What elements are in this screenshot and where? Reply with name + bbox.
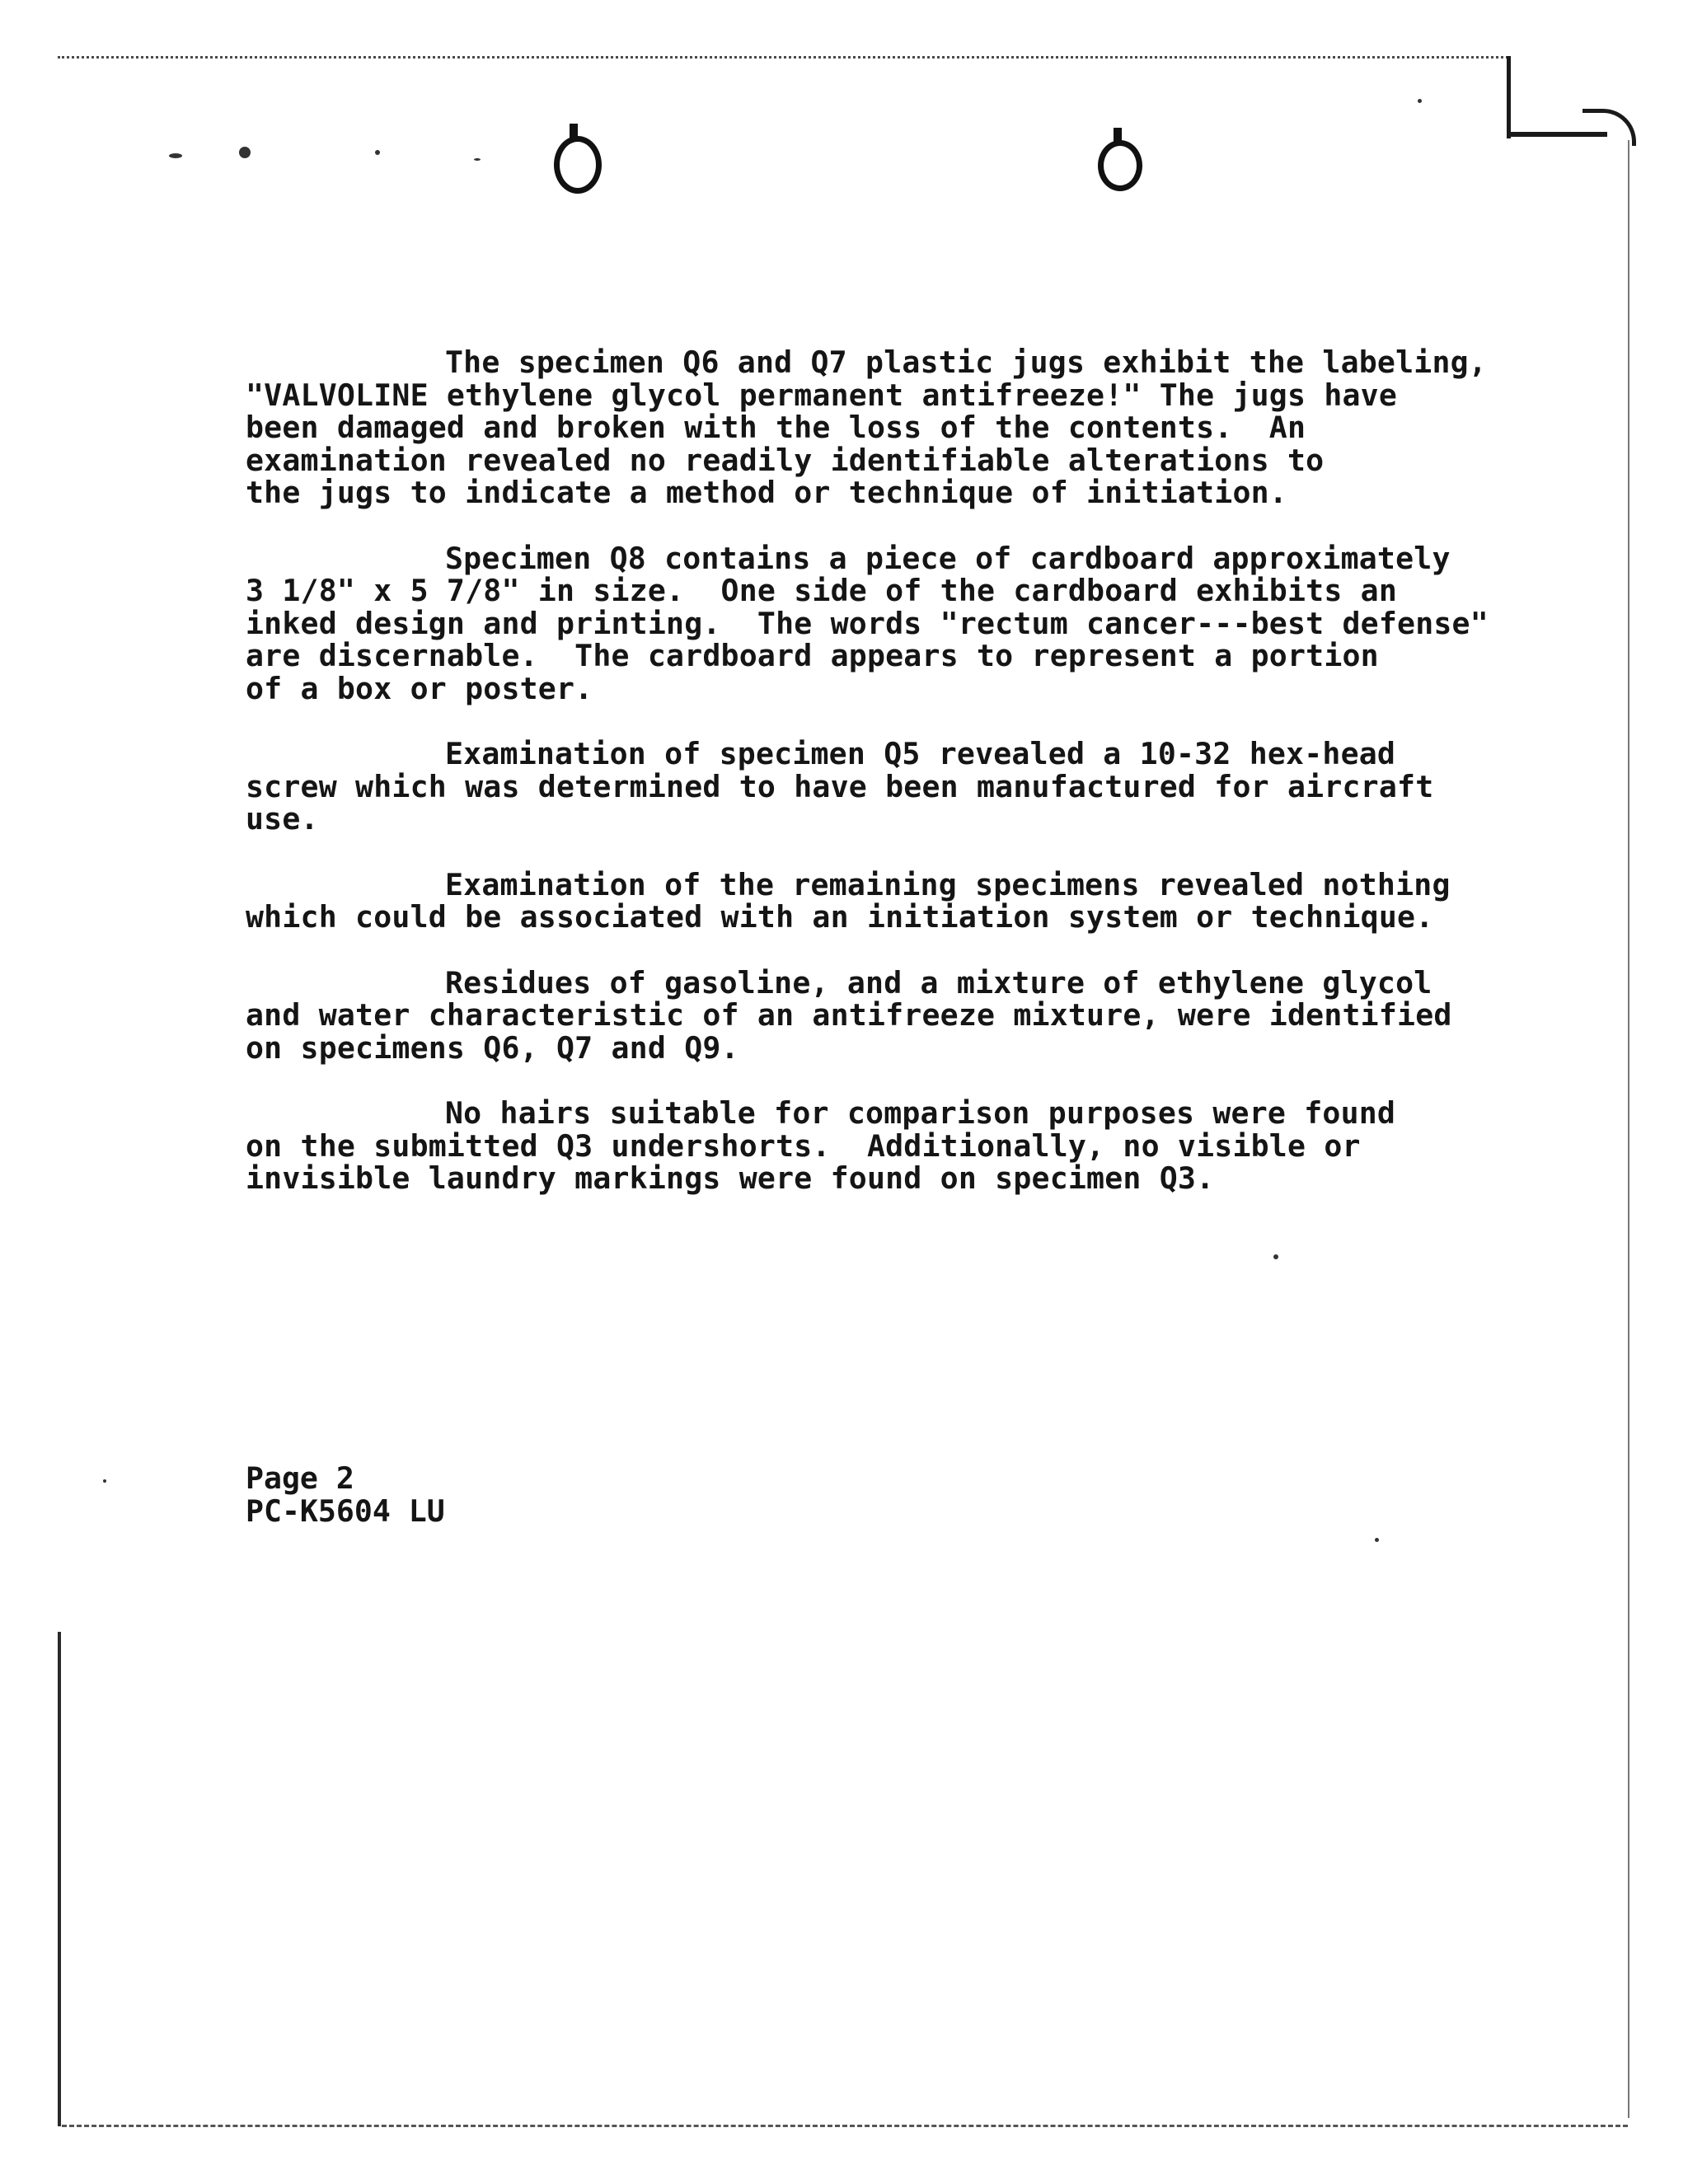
scan-edge-left	[58, 1632, 61, 2126]
paragraph-screw	[246, 738, 1614, 836]
text-line: Residues of gasoline, and a mixture of ethylene glycol	[445, 964, 1432, 1001]
paragraph-hairs	[246, 1097, 1614, 1195]
scan-edge-top	[58, 56, 1508, 59]
punch-hole-icon	[1098, 140, 1142, 191]
text-line: 3 1/8" x 5 7/8" in size. One side of the cardboard exhibits an	[246, 573, 1398, 608]
page-footer	[246, 1462, 445, 1527]
paragraph-cardboard	[246, 542, 1614, 705]
scan-speck	[375, 150, 380, 155]
text-line: Examination of the remaining specimens revealed nothing	[445, 866, 1451, 902]
scan-speck	[239, 147, 251, 158]
scan-speck	[169, 153, 182, 158]
text-line: of a box or poster.	[246, 670, 593, 706]
text-line: use.	[246, 801, 319, 837]
scan-speck	[1375, 1538, 1379, 1542]
text-line: examination revealed no readily identifiable alterations to	[246, 442, 1325, 478]
text-line: Examination of specimen Q5 revealed a 10-32 hex-head	[445, 736, 1396, 771]
scan-speck	[474, 158, 481, 161]
scan-speck	[1273, 1254, 1278, 1259]
paragraph-remaining-specimens	[246, 866, 1614, 935]
text-line: "VALVOLINE ethylene glycol permanent antifreeze!" The jugs have	[246, 377, 1398, 413]
text-line: are discernable. The cardboard appears to represent a portion	[246, 638, 1379, 673]
scan-speck	[103, 1479, 106, 1483]
text-line: Specimen Q8 contains a piece of cardboard approximately	[445, 540, 1451, 576]
scan-edge-right-long	[1628, 140, 1629, 2118]
punch-hole-icon	[554, 136, 602, 194]
paragraph-jugs	[246, 346, 1614, 509]
scan-edge-right	[1507, 56, 1511, 138]
text-line: been damaged and broken with the loss of the contents. An	[246, 410, 1306, 445]
report-body	[246, 346, 1614, 1228]
text-line: The specimen Q6 and Q7 plastic jugs exhibit the labeling,	[445, 344, 1487, 380]
file-number: PC-K5604 LU	[246, 1493, 445, 1529]
text-line: which could be associated with an initiation system or technique.	[246, 899, 1434, 935]
paragraph-residues	[246, 964, 1614, 1066]
text-line: inked design and printing. The words "rectum cancer---best defense"	[246, 605, 1489, 641]
scan-speck	[1418, 99, 1422, 103]
text-line: the jugs to indicate a method or technique of initiation.	[246, 475, 1287, 510]
scan-edge-bottom	[62, 2125, 1628, 2127]
text-line: on the submitted Q3 undershorts. Additionally, no visible or	[246, 1127, 1361, 1164]
text-line: screw which was determined to have been manufactured for aircraft	[246, 768, 1434, 804]
text-line: and water characteristic of an antifreeze mixture, were identified	[246, 997, 1452, 1033]
page-number: Page 2	[246, 1460, 354, 1496]
text-line: on specimens Q6, Q7 and Q9.	[246, 1029, 739, 1066]
text-line: No hairs suitable for comparison purposes were found	[445, 1095, 1396, 1131]
text-line: invisible laundry markings were found on specimen Q3.	[246, 1160, 1215, 1196]
